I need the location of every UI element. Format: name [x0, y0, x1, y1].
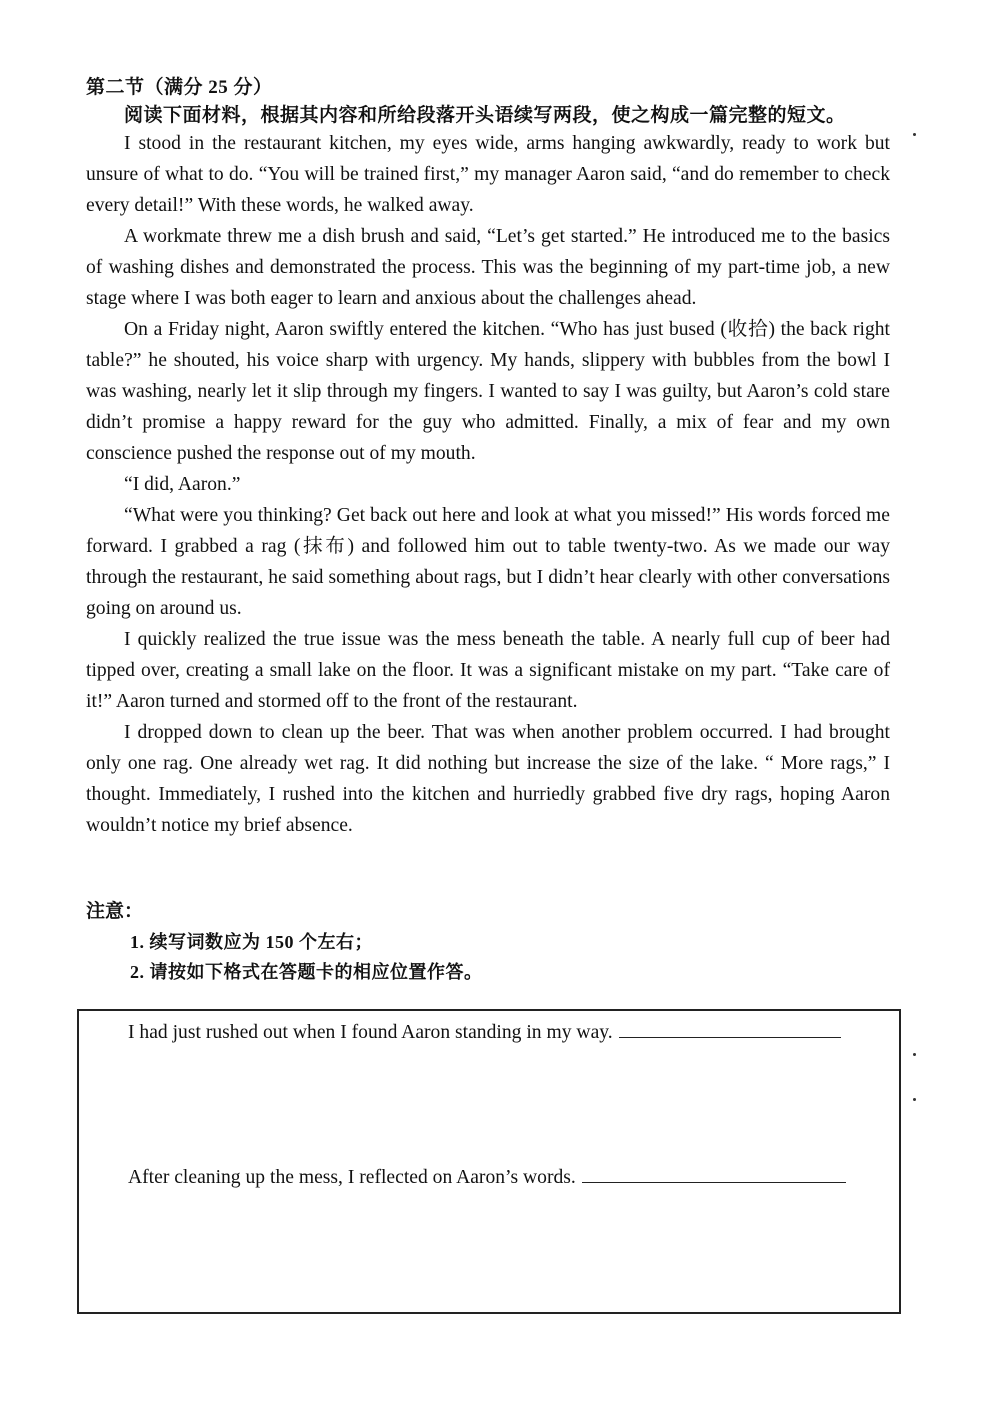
notes-title: 注意： — [86, 901, 144, 922]
passage-paragraph: A workmate threw me a dish brush and said, “Let’s get started.” He introduced me to the basics of washing dishes and demonstrated the process. This was the beginning of my part-time job, a new stage where I was both eager to learn and anxious about the challenges ahead. — [86, 226, 890, 309]
scan-speck — [913, 1098, 916, 1101]
answer-blank[interactable] — [619, 1019, 841, 1038]
continuation-prompt-1 — [128, 1019, 841, 1044]
continuation-prompt-2 — [128, 1164, 846, 1189]
answer-blank[interactable] — [582, 1164, 846, 1183]
task-instruction: 阅读下面材料，根据其内容和所给段落开头语续写两段，使之构成一篇完整的短文。 — [124, 105, 846, 126]
passage-paragraph: On a Friday night, Aaron swiftly entered the kitchen. “Who has just bused (收拾) the back right table?” he shouted, his voice sharp with urgency. My hands, slippery with bubbles from the bowl I was washing, nearly let it slip through my fingers. I wanted to say I was guilty, but Aaron’s cold stare didn’t promise a happy reward for the guy who admitted. Finally, a mix of fear and my own conscience pushed the response out of my mouth. — [86, 319, 890, 464]
section-title: 第二节（满分 25 分） — [86, 77, 273, 98]
passage-paragraph: “What were you thinking? Get back out here and look at what you missed!” His words forced me forward. I grabbed a rag (抹布) and followed him out to table twenty-two. As we made our way through the restaurant, he said something about rags, but I didn’t hear clearly with other conversations going on around us. — [86, 505, 890, 619]
reading-passage — [86, 128, 890, 841]
scan-speck — [913, 1053, 916, 1056]
scan-speck — [913, 133, 916, 136]
note-item: 2. 请按如下格式在答题卡的相应位置作答。 — [130, 962, 483, 982]
passage-paragraph: “I did, Aaron.” — [124, 474, 241, 495]
passage-paragraph: I stood in the restaurant kitchen, my eyes wide, arms hanging awkwardly, ready to work but unsure of what to do. “You will be trained first,” my manager Aaron said, “and do remember to check every detail!” With these words, he walked away. — [86, 133, 890, 216]
passage-paragraph: I dropped down to clean up the beer. That was when another problem occurred. I had brought only one rag. One already wet rag. It did nothing but increase the size of the lake. “ More rags,” I thought. Immediately, I rushed into the kitchen and hurriedly grabbed five dry rags, hoping Aaron wouldn’t notice my brief absence. — [86, 722, 890, 836]
answer-box — [77, 1009, 901, 1314]
passage-paragraph: I quickly realized the true issue was the mess beneath the table. A nearly full cup of beer had tipped over, creating a small lake on the floor. It was a significant mistake on my part. “Take care of it!” Aaron turned and stormed off to the front of the restaurant. — [86, 629, 890, 712]
note-item: 1. 续写词数应为 150 个左右； — [130, 932, 373, 952]
prompt-text: After cleaning up the mess, I reflected on Aaron’s words. — [128, 1167, 576, 1188]
prompt-text: I had just rushed out when I found Aaron standing in my way. — [128, 1022, 613, 1043]
